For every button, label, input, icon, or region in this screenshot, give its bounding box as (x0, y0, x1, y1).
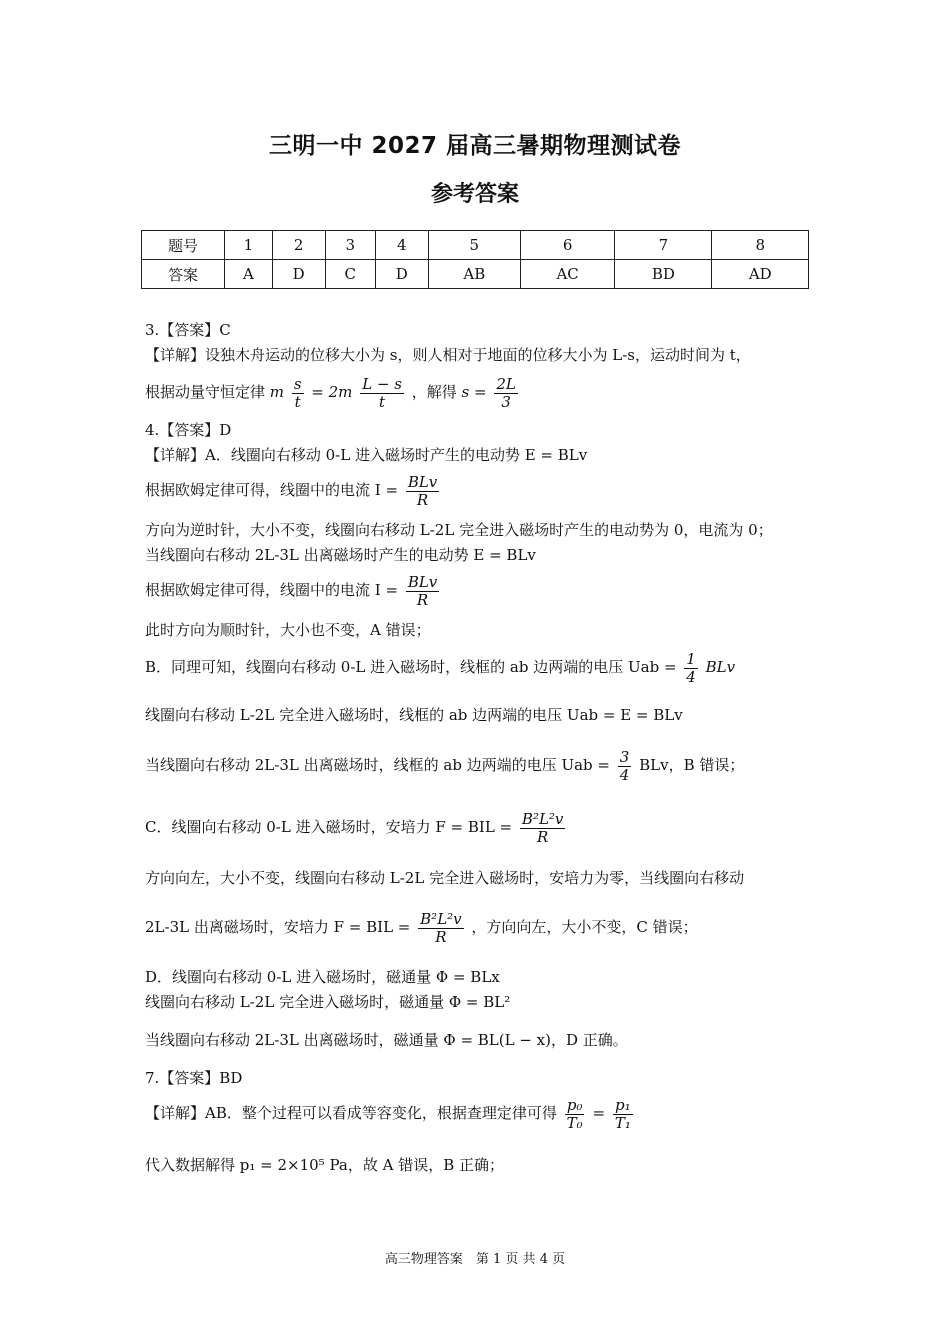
fraction-denominator: t (379, 392, 386, 411)
fraction-denominator: 3 (501, 392, 511, 411)
q4-a-line5 (145, 570, 442, 610)
table-cell: 3 (325, 231, 375, 260)
fraction-denominator: R (416, 490, 429, 509)
text-span: 根据欧姆定律可得，线圈中的电流 I = (145, 581, 399, 599)
q4-c-line3 (145, 906, 698, 948)
table-cell: A (225, 260, 273, 289)
fraction (360, 376, 404, 411)
q7-detail-line1 (145, 1092, 636, 1134)
fraction-numerator: 2L (496, 374, 516, 393)
table-cell: 6 (521, 231, 615, 260)
fraction-numerator: 1 (686, 649, 696, 668)
fraction-numerator: p₀ (566, 1095, 583, 1114)
fraction-numerator: 3 (619, 747, 630, 766)
table-cell: AD (712, 260, 809, 289)
text-span: 2L-3L 出离磁场时，安培力 F = BIL = (145, 918, 411, 936)
q4-b-line2: 线圈向右移动 L-2L 完全进入磁场时，线框的 ab 边两端的电压 Uab = E = BLv (145, 706, 683, 724)
fraction-numerator: B²L²v (521, 809, 564, 828)
fraction-denominator: 4 (619, 765, 630, 784)
table-row (142, 260, 809, 289)
fraction-numerator: B²L²v (420, 909, 462, 928)
fraction-denominator: R (416, 590, 429, 609)
page-title: 三明一中 2027 届高三暑期物理测试卷 (268, 133, 682, 159)
fraction (406, 574, 439, 609)
text-span: ，方向向左，大小不变，C 错误； (471, 918, 698, 936)
text-span: 根据欧姆定律可得，线圈中的电流 I = (145, 481, 399, 499)
math-symbol: m (269, 383, 285, 401)
fraction (618, 749, 632, 784)
q3-answer: 3.【答案】C (145, 321, 231, 339)
fraction (565, 1097, 585, 1132)
q4-a-line6: 此时方向为顺时针，大小也不变，A 错误； (145, 621, 431, 639)
answer-table (141, 230, 809, 289)
text-span: ，解得 (411, 383, 457, 401)
q4-d-line1: D．线圈向右移动 0-L 进入磁场时，磁通量 Φ = BLx (145, 968, 500, 986)
page-footer: 高三物理答案 第 1 页 共 4 页 (384, 1252, 566, 1267)
text-span: = (592, 1104, 606, 1122)
table-cell: D (272, 260, 325, 289)
q4-a-line2 (145, 470, 442, 510)
table-cell: D (375, 260, 428, 289)
text-span: 当线圈向右移动 2L-3L 出离磁场时，线框的 ab 边两端的电压 Uab = (145, 756, 610, 774)
fraction (520, 811, 565, 846)
table-cell: BD (615, 260, 712, 289)
fraction (406, 474, 439, 509)
fraction (613, 1097, 633, 1132)
q4-b-line1 (145, 645, 735, 689)
q4-a-line1: 【详解】A．线圈向右移动 0-L 进入磁场时产生的电动势 E = BLv (145, 446, 588, 464)
q4-answer: 4.【答案】D (145, 421, 232, 439)
table-header-cell: 题号 (142, 231, 225, 260)
q3-detail-line1: 【详解】设独木舟运动的位移大小为 s，则人相对于地面的位移大小为 L-s，运动时间为 t， (145, 346, 751, 364)
table-cell: AC (521, 260, 615, 289)
math-expression: BLv (705, 658, 736, 676)
text-span: BLv，B 错误； (639, 756, 745, 774)
table-cell: 1 (225, 231, 273, 260)
text-span: C．线圈向右移动 0-L 进入磁场时，安培力 F = BIL = (145, 818, 513, 836)
fraction-numerator: BLv (407, 572, 438, 591)
q7-answer: 7.【答案】BD (145, 1069, 243, 1087)
fraction (292, 376, 304, 411)
fraction (418, 911, 463, 946)
table-cell: 7 (615, 231, 712, 260)
fraction (494, 376, 518, 411)
text-span: 【详解】AB．整个过程可以看成等容变化，根据查理定律可得 (145, 1104, 557, 1122)
q4-c-line1 (145, 806, 568, 848)
table-cell: 8 (712, 231, 809, 260)
q4-d-line3: 当线圈向右移动 2L-3L 出离磁场时，磁通量 Φ = BL(L − x)，D 正确。 (145, 1031, 628, 1049)
fraction-numerator: BLv (407, 472, 438, 491)
table-cell: 4 (375, 231, 428, 260)
math-expression: = 2m (311, 383, 353, 401)
fraction-numerator: p₁ (615, 1095, 631, 1114)
fraction-denominator: R (537, 827, 549, 846)
fraction-denominator: T₁ (614, 1113, 631, 1132)
text-span: 根据动量守恒定律 (145, 383, 266, 401)
fraction-denominator: t (294, 392, 301, 411)
q4-c-line2: 方向向左，大小不变，线圈向右移动 L-2L 完全进入磁场时，安培力为零，当线圈向右移动 (145, 869, 745, 887)
fraction-denominator: 4 (686, 667, 696, 686)
table-cell: 5 (428, 231, 520, 260)
q3-detail-line2 (145, 372, 521, 412)
q7-detail-line2: 代入数据解得 p₁ = 2×10⁵ Pa，故 A 错误，B 正确； (145, 1156, 504, 1174)
q4-a-line4: 当线圈向右移动 2L-3L 出离磁场时产生的电动势 E = BLv (145, 546, 536, 564)
table-header-cell: 答案 (142, 260, 225, 289)
text-span: B．同理可知，线圈向右移动 0-L 进入磁场时，线框的 ab 边两端的电压 Uab = (145, 658, 677, 676)
page-subtitle: 参考答案 (430, 182, 519, 207)
table-row (142, 231, 809, 260)
q4-d-line2: 线圈向右移动 L-2L 完全进入磁场时，磁通量 Φ = BL² (145, 993, 511, 1011)
table-cell: 2 (272, 231, 325, 260)
fraction (684, 651, 698, 686)
q4-b-line3 (145, 745, 744, 785)
table-cell: AB (428, 260, 520, 289)
fraction-numerator: s (293, 374, 302, 393)
math-expression: s = (461, 383, 487, 401)
fraction-numerator: L − s (362, 374, 402, 393)
fraction-denominator: T₀ (566, 1113, 583, 1132)
q4-a-line3: 方向为逆时针，大小不变，线圈向右移动 L-2L 完全进入磁场时产生的电动势为 0，电流为 0； (145, 521, 773, 539)
table-cell: C (325, 260, 375, 289)
fraction-denominator: R (435, 927, 447, 946)
